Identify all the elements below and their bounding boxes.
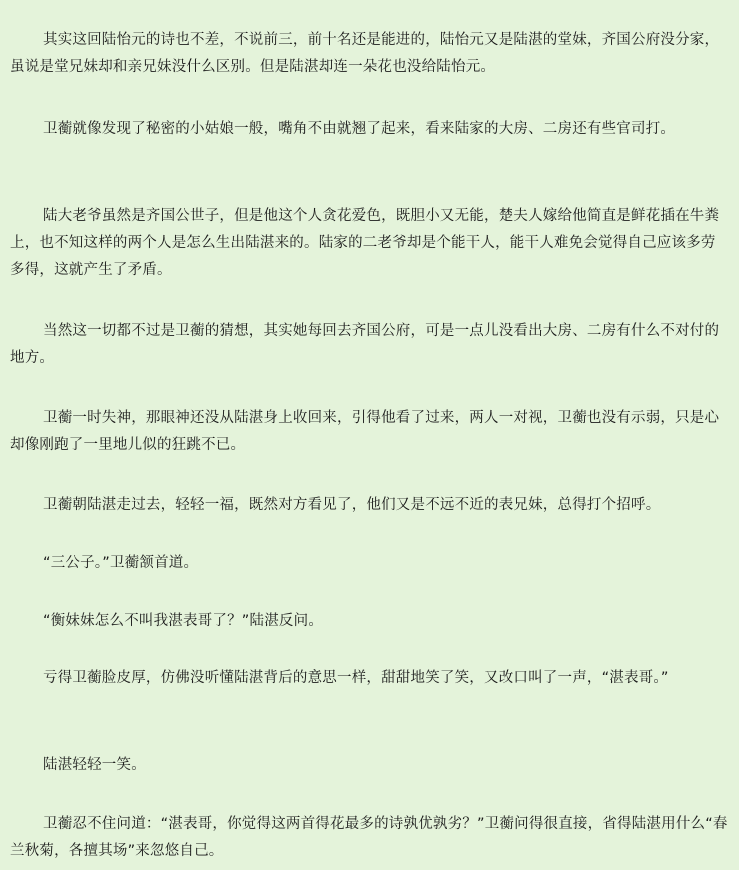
paragraph-4: 当然这一切都不过是卫蘅的猜想，其实她每回去齐国公府，可是一点儿没看出大房、二房有什么不对付的地方。 <box>10 323 720 366</box>
paragraph-8: “衡妹妹怎么不叫我湛表哥了？”陆湛反问。 <box>43 613 324 629</box>
paragraph-7: “三公子。”卫蘅颔首道。 <box>43 555 199 571</box>
paragraph-11: 卫蘅忍不住问道：“湛表哥，你觉得这两首得花最多的诗孰优孰劣？”卫蘅问得很直接，省得陆湛用什么“春兰秋菊，各擅其场”来忽悠自己。 <box>10 816 728 859</box>
paragraph-5: 卫蘅一时失神，那眼神还没从陆湛身上收回来，引得他看了过来，两人一对视，卫蘅也没有示弱，只是心却像刚跑了一里地儿似的狂跳不已。 <box>10 410 720 453</box>
paragraph-6: 卫蘅朝陆湛走过去，轻轻一福，既然对方看见了，他们又是不远不近的表兄妹，总得打个招呼。 <box>43 497 661 513</box>
paragraph-2: 卫蘅就像发现了秘密的小姑娘一般，嘴角不由就翘了起来，看来陆家的大房、二房还有些官司打。 <box>43 121 676 137</box>
paragraph-10: 陆湛轻轻一笑。 <box>43 757 146 773</box>
paragraph-1: 其实这回陆怡元的诗也不差，不说前三，前十名还是能进的，陆怡元又是陆湛的堂妹，齐国公府没分家，虽说是堂兄妹却和亲兄妹没什么区别。但是陆湛却连一朵花也没给陆怡元。 <box>10 32 720 75</box>
paragraph-9: 亏得卫蘅脸皮厚，仿佛没听懂陆湛背后的意思一样，甜甜地笑了笑，又改口叫了一声，“湛表哥。” <box>43 670 669 686</box>
paragraph-3: 陆大老爷虽然是齐国公世子，但是他这个人贪花爱色，既胆小又无能，楚夫人嫁给他简直是鲜花插在牛粪上，也不知这样的两个人是怎么生出陆湛来的。陆家的二老爷却是个能干人，能干人难免会觉得自己应该多劳多得，这就产生了矛盾。 <box>10 208 720 278</box>
